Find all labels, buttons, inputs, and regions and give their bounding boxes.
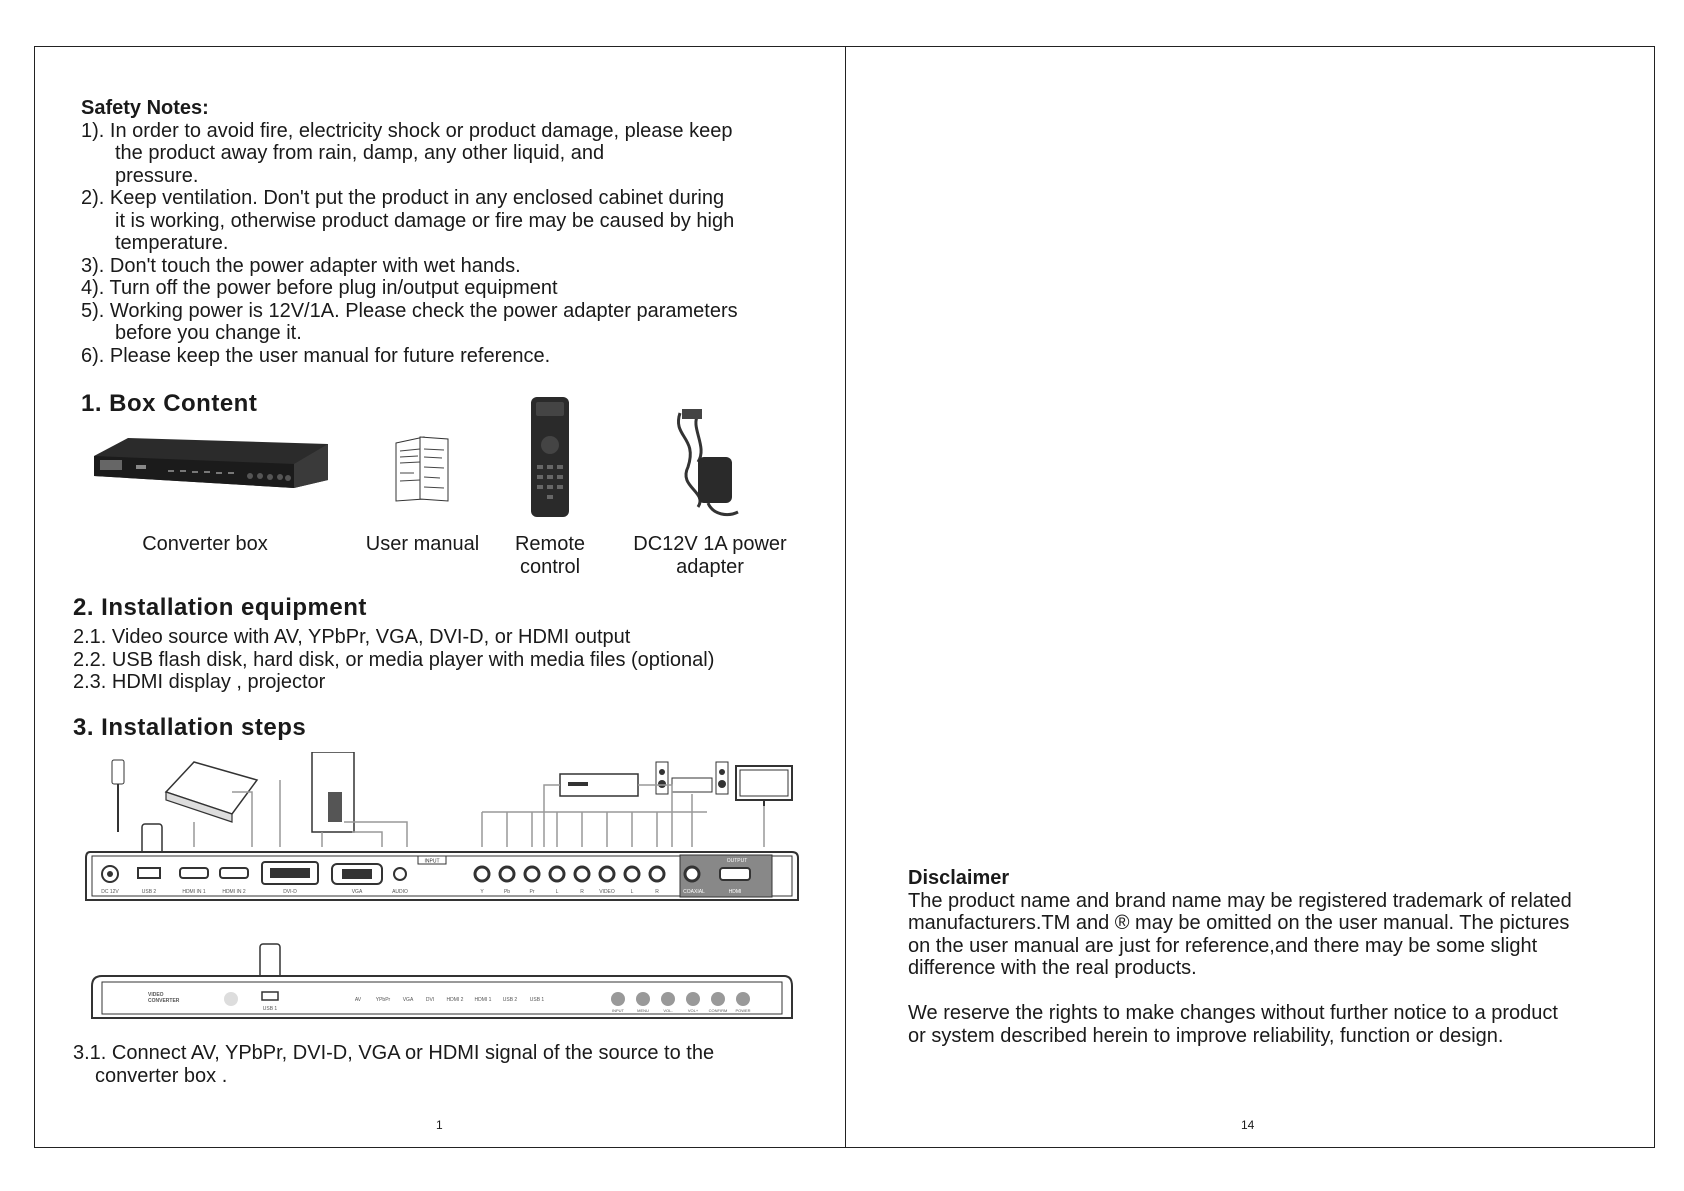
remote-control-photo xyxy=(529,395,571,520)
rear-label: AUDIO xyxy=(392,889,408,895)
front-button-label: CONFIRM xyxy=(708,1008,728,1013)
rear-label: VIDEO xyxy=(599,889,615,895)
audio-system-icon xyxy=(656,762,728,794)
safety-item-4 xyxy=(81,277,738,300)
tv-monitor-icon xyxy=(736,766,792,806)
output-tag: OUTPUT xyxy=(726,858,748,864)
rear-label: HDMI xyxy=(728,889,742,895)
box-content-heading: 1. Box Content xyxy=(81,390,258,417)
dvd-player-icon xyxy=(560,774,638,796)
front-indicator-label: VGA xyxy=(402,997,414,1003)
front-indicator-label: USB 1 xyxy=(529,997,545,1003)
front-brand-line: VIDEO xyxy=(148,992,164,998)
front-button-label: MENU xyxy=(637,1008,649,1013)
safety-item-2 xyxy=(81,187,738,255)
safety-line: 1). In order to avoid fire, electricity shock or product damage, please keep xyxy=(81,119,733,142)
safety-line: 6). Please keep the user manual for future reference. xyxy=(81,344,551,367)
disclaimer-title: Disclaimer xyxy=(908,867,1010,889)
safety-line: 4). Turn off the power before plug in/output equipment xyxy=(81,277,558,299)
disclaimer-line: difference with the real products. xyxy=(908,957,1197,979)
converter-box-photo xyxy=(88,432,333,492)
safety-line: the product away from rain, damp, any other liquid, and xyxy=(115,142,605,164)
rear-label: L xyxy=(630,889,634,895)
safety-line: it is working, otherwise product damage or fire may be caused by high xyxy=(115,209,735,232)
safety-item-1 xyxy=(81,120,738,188)
hdmi-in-1-port xyxy=(180,868,208,878)
rear-label: DC 12V xyxy=(101,889,119,895)
equipment-item: 2.3. HDMI display , projector xyxy=(73,671,326,693)
installation-step-3-1 xyxy=(73,1042,714,1087)
front-indicator-label: HDMI 1 xyxy=(474,997,492,1003)
safety-line: 2). Keep ventilation. Don't put the product in any enclosed cabinet during xyxy=(81,187,725,209)
box-item-label-line: Converter box xyxy=(142,533,268,555)
box-item-label xyxy=(505,533,595,578)
safety-item-6 xyxy=(81,345,738,368)
equipment-item: 2.1. Video source with AV, YPbPr, VGA, DVI-D, or HDMI output xyxy=(73,626,631,648)
rear-label: COAXIAL xyxy=(683,889,705,895)
rear-label: Y xyxy=(480,889,484,895)
usb2-port xyxy=(138,868,160,878)
safety-line: 5). Working power is 12V/1A. Please check the power adapter parameters xyxy=(81,299,738,322)
safety-line: 3). Don't touch the power adapter with wet hands. xyxy=(81,254,521,277)
safety-notes-section xyxy=(81,97,738,367)
step-line: converter box . xyxy=(95,1064,228,1087)
box-item-label xyxy=(110,533,300,556)
rear-label: VGA xyxy=(351,889,363,895)
rear-label: R xyxy=(655,889,659,895)
equipment-item: 2.2. USB flash disk, hard disk, or media player with media files (optional) xyxy=(73,648,715,671)
front-indicator-label: YPbPr xyxy=(375,997,391,1003)
safety-line: temperature. xyxy=(115,232,229,254)
rear-label: USB 2 xyxy=(141,889,157,895)
vga-port xyxy=(332,864,382,884)
box-item-label xyxy=(355,533,490,556)
box-item-label-line: User manual xyxy=(365,533,480,555)
user-manual-photo xyxy=(394,433,452,503)
safety-notes-title: Safety Notes: xyxy=(81,97,209,119)
rear-label: DVI-D xyxy=(283,889,297,895)
disclaimer-line: manufacturers.TM and ® may be omitted on the user manual. The pictures xyxy=(908,912,1570,934)
front-button-label: POWER xyxy=(735,1008,751,1013)
rear-label: L xyxy=(555,889,559,895)
box-item-label-line: Remote xyxy=(514,533,586,555)
right-page-number: 14 xyxy=(1241,1118,1255,1132)
paragraph-gap xyxy=(908,980,1572,1003)
disclaimer-line: The product name and brand name may be registered trademark of related xyxy=(908,889,1572,912)
step-line: 3.1. Connect AV, YPbPr, DVI-D, VGA or HDMI signal of the source to the xyxy=(73,1042,715,1064)
front-indicator-label: HDMI 2 xyxy=(446,997,464,1003)
disclaimer-line: We reserve the rights to make changes without further notice to a product xyxy=(908,1002,1558,1024)
audio-jack-port xyxy=(394,868,406,880)
safety-line: pressure. xyxy=(115,164,199,187)
safety-line: before you change it. xyxy=(115,322,302,344)
front-button-label: VOL- xyxy=(663,1008,673,1013)
page-fold-divider xyxy=(845,46,846,1148)
front-button-label: INPUT xyxy=(612,1008,624,1013)
box-item-label xyxy=(620,533,800,578)
disclaimer-line: on the user manual are just for reference,and there may be some slight xyxy=(908,934,1538,957)
front-brand-line: CONVERTER xyxy=(148,998,180,1004)
rear-label: HDMI IN 2 xyxy=(222,889,246,895)
dvi-port xyxy=(262,862,318,884)
power-adapter-photo xyxy=(668,407,748,525)
front-port-label: USB 1 xyxy=(262,1006,278,1012)
safety-item-5 xyxy=(81,300,738,345)
dc-jack-port xyxy=(102,866,118,882)
front-panel-diagram xyxy=(88,942,798,1022)
installation-equipment-list xyxy=(73,626,714,694)
front-indicator-label: USB 2 xyxy=(502,997,518,1003)
box-item-label-line: adapter xyxy=(676,555,744,578)
front-indicator-label: DVI xyxy=(425,997,435,1003)
front-indicator-label: AV xyxy=(354,997,362,1003)
wall-plug-icon xyxy=(112,760,124,832)
usb-drive-icon xyxy=(260,944,280,978)
usb1-port xyxy=(262,992,278,1000)
left-page-number: 1 xyxy=(436,1118,443,1132)
installation-equipment-heading: 2. Installation equipment xyxy=(73,594,367,621)
rear-label: R xyxy=(580,889,584,895)
rear-label: Pr xyxy=(529,889,535,895)
hdmi-in-2-port xyxy=(220,868,248,878)
rear-panel-connection-diagram xyxy=(82,752,800,904)
disclaimer-section xyxy=(908,867,1572,1047)
disclaimer-line: or system described herein to improve reliability, function or design. xyxy=(908,1024,1504,1047)
front-button-label: VOL+ xyxy=(687,1008,699,1013)
safety-item-3 xyxy=(81,255,738,278)
box-item-label-line: DC12V 1A power xyxy=(633,533,787,555)
rear-label: Pb xyxy=(503,889,511,895)
rear-label: HDMI IN 1 xyxy=(182,889,206,895)
desktop-pc-icon xyxy=(312,752,354,832)
hdmi-out-port xyxy=(720,868,750,880)
box-item-label-line: control xyxy=(519,555,581,578)
coaxial-port xyxy=(685,867,699,881)
ir-sensor xyxy=(224,992,238,1006)
installation-steps-heading: 3. Installation steps xyxy=(73,714,307,741)
input-tag: INPUT xyxy=(424,858,440,865)
